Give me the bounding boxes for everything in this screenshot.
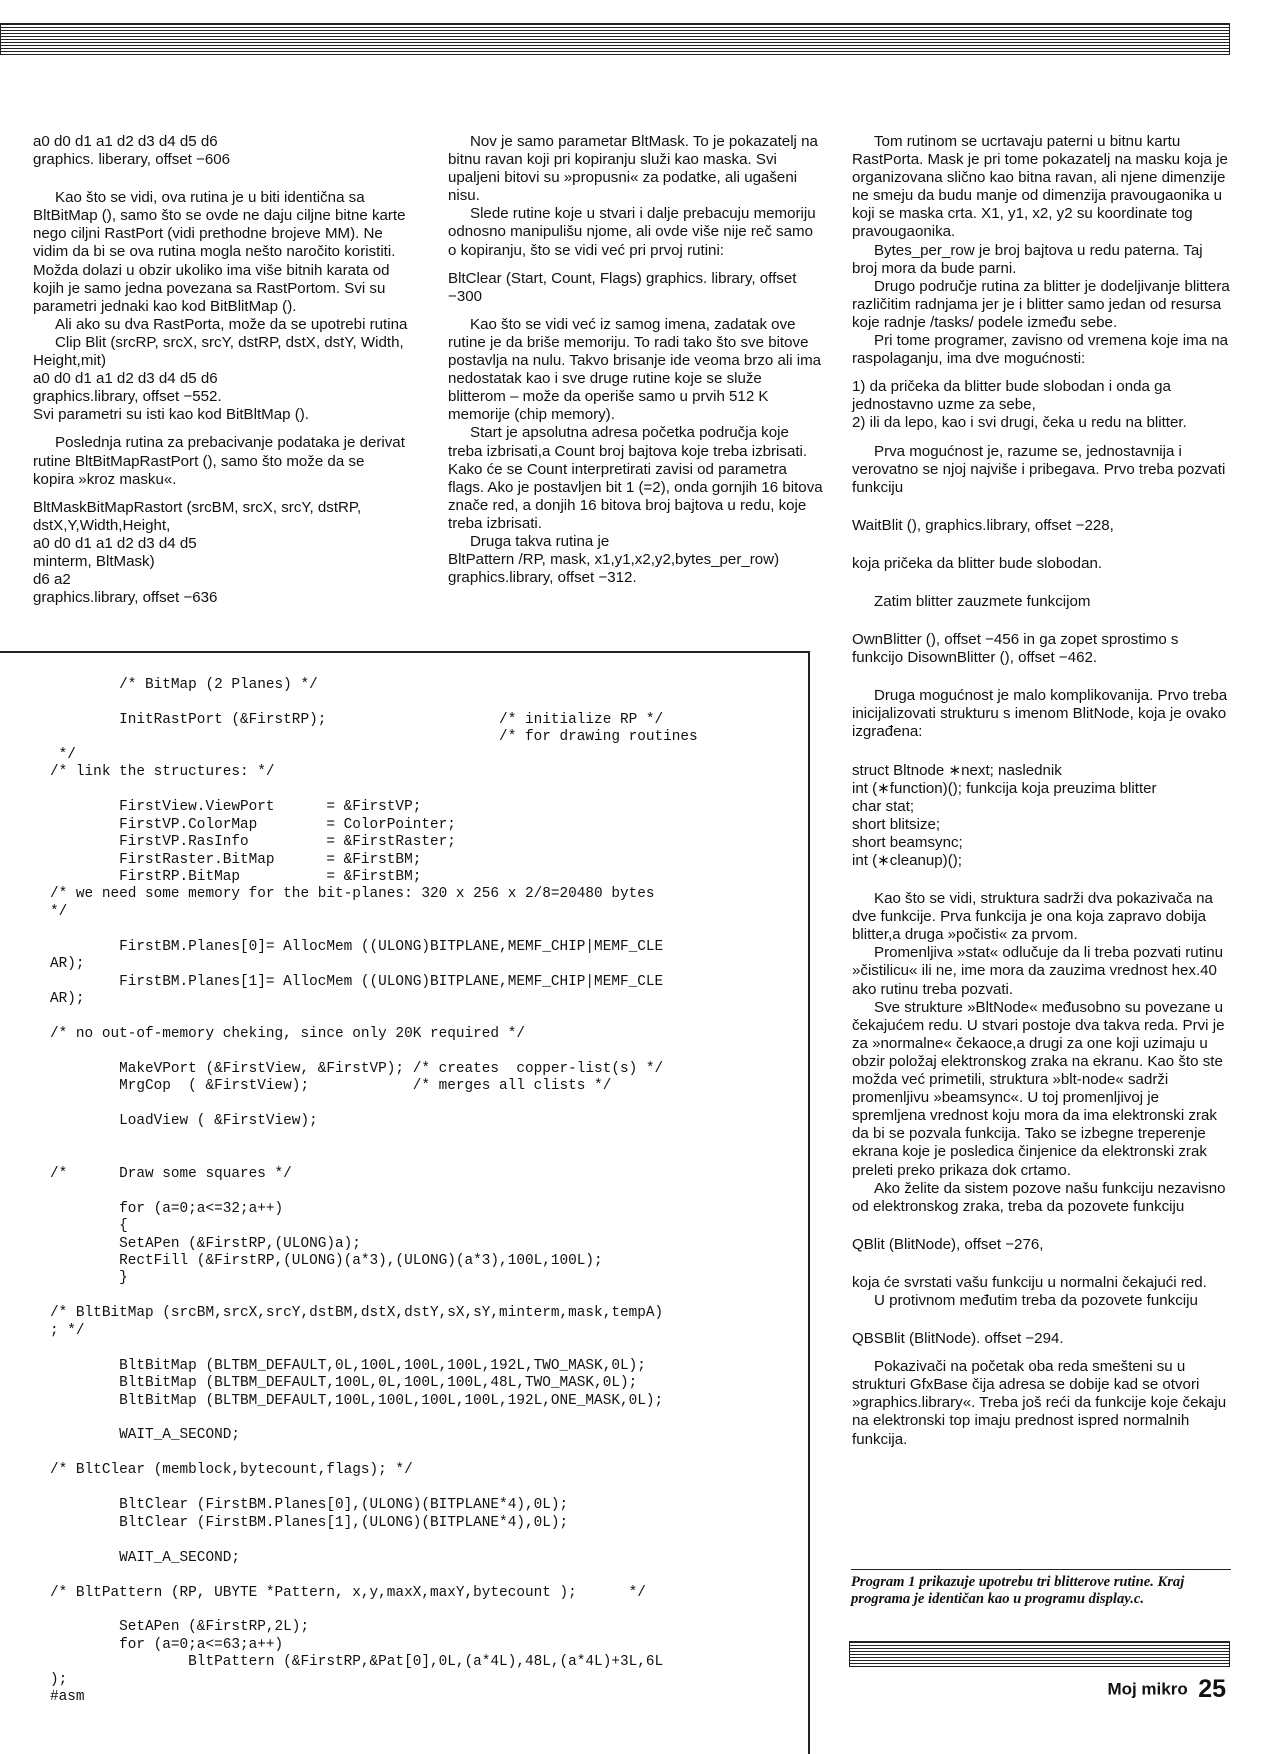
paragraph: Druga takva rutina je <box>470 532 610 550</box>
paragraph: WaitBlit (), graphics.library, offset −228, <box>852 516 1114 534</box>
left-text-column <box>33 133 408 607</box>
paragraph: Kao što se vidi, ova rutina je u biti identična sa BltBitMap (), samo što se ovde ne daju ciljne bitne karte nego ciljni RastPort (vidi prethodne brojeve MM). Ne vidim da bi se ova rutina mogla nešto naročito koristiti. Možda dolazi u obzir ukoliko ima više bitnih karata od kojih je samo jedna povezana sa RastPortom. Svi su parametri jednaki kao kod BitBlitMap (). <box>33 189 406 315</box>
paragraph: Kao što se vidi već iz samog imena, zadatak ove rutine je da briše memoriju. To radi tako što sve bitove postavlja na nulu. Takvo brisanje ide veoma brzo ali ima nedostatak kao i sve druge rutine koje se služe blitterom – može da operiše samo u prvih 512 K memorije (chip memory). <box>448 315 822 424</box>
paragraph: Nov je samo parametar BltMask. To je pokazatelj na bitnu ravan koji pri kopiranju služi kao maska. Svi upaljeni bitovi su »propusni« za podatke, ali ugašeni nisu. <box>448 133 818 205</box>
paragraph: Ali ako su dva RastPorta, može da se upotrebi rutina <box>55 315 408 333</box>
page-number: 25 <box>1198 1675 1226 1703</box>
paragraph: graphics.library, offset −552. <box>33 388 222 406</box>
paragraph: BltMaskBitMapRastort (srcBM, srcX, srcY, dstRP, dstX,Y,Width,Height, <box>33 498 362 534</box>
paragraph: Promenljiva »stat« odlučuje da li treba pozvati rutinu »čistilicu« ili ne, ime mora da zauzima vrednost hex.40 ako rutinu treba pozvati. <box>852 944 1224 998</box>
paragraph: short beamsync; <box>852 833 963 851</box>
middle-text-column <box>448 133 823 587</box>
paragraph: short blitsize; <box>852 815 941 833</box>
paragraph: struct Bltnode ∗next; naslednik <box>852 761 1062 779</box>
paragraph: Svi parametri su isti kao kod BitBltMap (). <box>33 406 309 424</box>
right-text-column <box>852 133 1230 1449</box>
footer-rule-bar <box>849 1641 1230 1667</box>
paragraph: U protivnom međutim treba da pozovete funkciju <box>874 1291 1198 1309</box>
page-footer <box>1107 1675 1226 1704</box>
header-rule-bar <box>0 23 1230 55</box>
paragraph: Prva mogućnost je, razume se, jednostavnija i verovatno se njoj najviše i pribegava. Prvo treba pozvati funkciju <box>852 442 1226 496</box>
paragraph: Slede rutine koje u stvari i dalje prebacuju memoriju odnosno manipulišu njome, ali ovde više nije reč samo o kopiranju, što se vidi već pri prvoj rutini: <box>448 205 816 259</box>
paragraph: Zatim blitter zauzmete funkcijom <box>874 592 1091 610</box>
paragraph: QBlit (BlitNode), offset −276, <box>852 1235 1044 1253</box>
paragraph: Pri tome programer, zavisno od vremena koje ima na raspolaganju, ima dve mogućnosti: <box>852 332 1229 368</box>
paragraph: Clip Blit (srcRP, srcX, srcY, dstRP, dstX, dstY, Width, Height,mit) <box>33 333 404 370</box>
magazine-name: Moj mikro <box>1107 1679 1188 1699</box>
paragraph: char stat; <box>852 797 915 815</box>
paragraph: Tom rutinom se ucrtavaju paterni u bitnu kartu RastPorta. Mask je pri tome pokazatelj na masku koja je organizovana slično kao bitna ravan, ali njene dimenzije ne smeju da budu manje od dimenzija pravougaonika u koji se maska crta. X1, y1, x2, y2 su koordinate tog pravougaonika. <box>852 133 1228 241</box>
paragraph: OwnBlitter (), offset −456 in ga zopet sprostimo s funkcijo DisownBlitter (), offset −462. <box>852 631 1179 667</box>
paragraph: graphics.library, offset −636 <box>33 589 218 607</box>
paragraph: graphics. liberary, offset −606 <box>33 151 231 169</box>
paragraph: a0 d0 d1 a1 d2 d3 d4 d5 d6 <box>33 370 218 388</box>
paragraph: BltClear (Start, Count, Flags) graphics. library, offset −300 <box>448 269 797 305</box>
paragraph: koja će svrstati vašu funkciju u normalni čekajući red. <box>852 1273 1207 1291</box>
paragraph: a0 d0 d1 a1 d2 d3 d4 d5 d6 <box>33 133 218 150</box>
paragraph: 2) ili da lepo, kao i svi drugi, čeka u redu na blitter. <box>852 414 1187 432</box>
code-listing: /* BitMap (2 Planes) */ InitRastPort (&FirstRP); /* initialize RP */ /* for drawing routines */ /* link the structures: */ FirstView.ViewPort = &FirstVP; FirstVP.ColorMap = ColorPointer; FirstVP.RasInfo = &FirstRaster; FirstRaster.BitMap = &FirstBM; FirstRP.BitMap = &FirstBM; /* we need some memory for the bit-planes: 320 x 256 x 2/8=20480 bytes */ FirstBM.Planes[0]= AllocMem ((ULONG)BITPLANE,MEMF_CHIP|MEMF_CLE AR); FirstBM.Planes[1]= AllocMem ((ULONG)BITPLANE,MEMF_CHIP|MEMF_CLE AR); /* no out-of-memory cheking, since only 20K required */ MakeVPort (&FirstView, &FirstVP); /* creates copper-list(s) */ MrgCop ( &FirstView); /* merges all clists */ LoadView ( &FirstView); /* Draw some squares */ for (a=0;a<=32;a++) { SetAPen (&FirstRP,(ULONG)a); RectFill (&FirstRP,(ULONG)(a*3),(ULONG)(a*3),100L,100L); } /* BltBitMap (srcBM,srcX,srcY,dstBM,dstX,dstY,sX,sY,minterm,mask,tempA) ; */ BltBitMap (BLTBM_DEFAULT,0L,100L,100L,100L,192L,TWO_MASK,0L); BltBitMap (BLTBM_DEFAULT,100L,0L,100L,100L,48L,TWO_MASK,0L); BltBitMap (BLTBM_DEFAULT,100L,100L,100L,100L,192L,ONE_MASK,0L); WAIT_A_SECOND; /* BltClear (memblock,bytecount,flags); */ BltClear (FirstBM.Planes[0],(ULONG)(BITPLANE*4),0L); BltClear (FirstBM.Planes[1],(ULONG)(BITPLANE*4),0L); WAIT_A_SECOND; /* BltPattern (RP, UBYTE *Pattern, x,y,maxX,maxY,bytecount ); */ SetAPen (&FirstRP,2L); for (a=0;a<=63;a++) BltPattern (&FirstRP,&Pat[0],0L,(a*4L),48L,(a*4L)+3L,6L ); #asm <box>50 677 698 1706</box>
paragraph: Kao što se vidi, struktura sadrži dva pokazivača na dve funkcije. Prva funkcija je ona koja zapravo dobija blitter,a druga »počisti« za prvom. <box>852 890 1213 944</box>
paragraph: koja pričeka da blitter bude slobodan. <box>852 554 1103 572</box>
paragraph: BltPattern /RP, mask, x1,y1,x2,y2,bytes_per_row) <box>448 551 780 569</box>
paragraph: Drugo područje rutina za blitter je dodeljivanje blittera različitim radnjama jer je i blitter samo jedan od resursa koje radnje /tasks/ podele između sebe. <box>852 277 1230 331</box>
paragraph: graphics.library, offset −312. <box>448 569 637 587</box>
paragraph: QBSBlit (BlitNode). offset −294. <box>852 1330 1064 1348</box>
paragraph: int (∗function)(); funkcija koja preuzima blitter <box>852 779 1157 797</box>
paragraph: Ako želite da sistem pozove našu funkciju nezavisno od elektronskog zraka, treba da pozovete funkciju <box>852 1179 1226 1215</box>
paragraph: Bytes_per_row je broj bajtova u redu paterna. Taj broj mora da bude parni. <box>852 241 1203 277</box>
paragraph: Sve strukture »BltNode« međusobno su povezane u čekajućem redu. U stvari postoje dva takva reda. Prvi je za »normalne« čekaoce,a drugi za one koji uzimaju u obzir položaj elektronskog zraka na ekranu. Kao što ste možda već primetili, struktura »blt-node« sadrži promenljivu »beamsync«. U toj promenljivoj je spremljena vrednost koju mora da ima elektronski zrak da bi se pozvala funkcija. Tako se izbegne treperenje ekrana koje je posledica činjenice da elektronski zrak preleti preko prikaza dok crtamo. <box>852 998 1225 1179</box>
paragraph: a0 d0 d1 a1 d2 d3 d4 d5 <box>33 534 197 552</box>
paragraph: d6 a2 <box>33 571 71 589</box>
paragraph: Pokazivači na početak oba reda smešteni su u strukturi GfxBase čija adresa se dobije kad se otvori »graphics.library«. Treba još reći da funkcije koje čekaju na elektronski top imaju prednost ispred normalnih funkcija. <box>852 1358 1227 1448</box>
paragraph: int (∗cleanup)(); <box>852 852 962 869</box>
paragraph: 1) da pričeka da blitter bude slobodan i onda ga jednostavno uzme za sebe, <box>852 378 1171 414</box>
paragraph: minterm, BltMask) <box>33 552 155 570</box>
paragraph: Poslednja rutina za prebacivanje podataka je derivat rutine BltBitMapRastPort (), samo što može da se kopira »kroz masku«. <box>33 434 405 488</box>
paragraph: Druga mogućnost je malo komplikovanija. Prvo treba inicijalizovati strukturu s imenom BlitNode, koja je ovako izgrađena: <box>852 687 1228 741</box>
program-caption: Program 1 prikazuje upotrebu tri blitterove rutine. Kraj programa je identičan kao u programu display.c. <box>851 1569 1231 1608</box>
paragraph: Start je apsolutna adresa početka područja koje treba izbrisati,a Count broj bajtova koje treba izbrisati. Kako će se Count interpretirati zavisi od parametra flags. Ako je postavljen bit 1 (=2), onda gornjih 16 bitova znače red, a donjih 16 bitova broj bajtova u redu, koje treba izbrisati. <box>448 424 823 532</box>
